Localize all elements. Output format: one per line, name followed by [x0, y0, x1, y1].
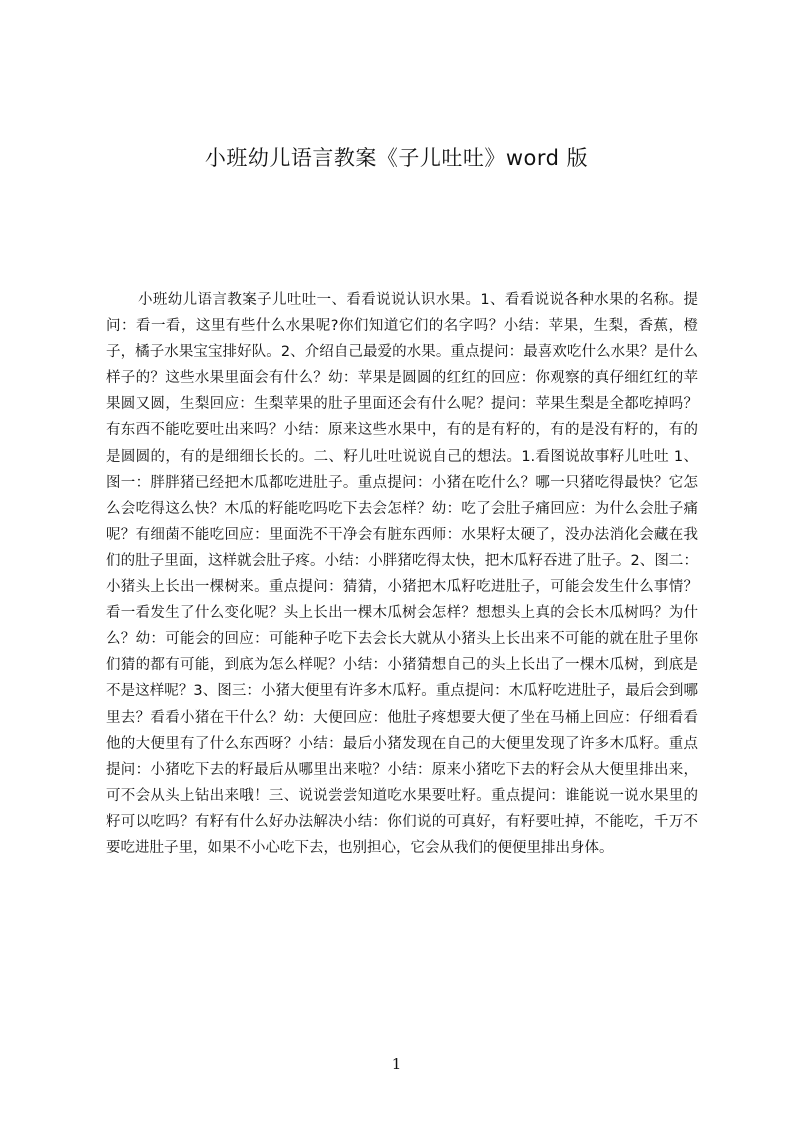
page-number: 1 — [391, 1055, 402, 1073]
document-title: 小班幼儿语言教案《子儿吐吐》word 版 — [204, 146, 589, 170]
document-body-paragraph: 小班幼儿语言教案子儿吐吐一、看看说说认识水果。1、看看说说各种水果的名称。提问：看一看，这里有些什么水果呢?你们知道它们的名字吗？小结：苹果，生梨，香蕉，橙子，橘子水果宝宝排好队。2、介绍自己最爱的水果。重点提问：最喜欢吃什么水果？是什么样子的？这些水果里面会有什么？幼：苹果是圆圆的红红的回应：你观察的真仔细红红的苹果圆又圆，生梨回应：生梨苹果的肚子里面还会有什么呢？提问：苹果生梨是全都吃掉吗？有东西不能吃要吐出来吗？小结：原来这些水果中，有的是有籽的，有的是没有籽的，有的是圆圆的，有的是细细长长的。二、籽儿吐吐说说自己的想法。1.看图说故事籽儿吐吐 1、图一：胖胖猪已经把木瓜都吃进肚子。重点提问：小猪在吃什么？哪一只猪吃得最快？它怎么会吃得这么快？木瓜的籽能吃吗吃下去会怎样？幼：吃了会肚子痛回应：为什么会肚子痛呢？有细菌不能吃回应：里面洗不干净会有脏东西师：水果籽太硬了，没办法消化会藏在我们的肚子里面，这样就会肚子疼。小结：小胖猪吃得太快，把木瓜籽吞进了肚子。2、图二：小猪头上长出一棵树来。重点提问：猜猜，小猪把木瓜籽吃进肚子，可能会发生什么事情？看一看发生了什么变化呢？头上长出一棵木瓜树会怎样？想想头上真的会长木瓜树吗？为什么？幼：可能会的回应：可能种子吃下去会长大就从小猪头上长出来不可能的就在肚子里你们猜的都有可能，到底为怎么样呢？小结：小猪猜想自己的头上长出了一棵木瓜树，到底是不是这样呢？3、图三：小猪大便里有许多木瓜籽。重点提问：木瓜籽吃进肚子，最后会到哪里去？看看小猪在干什么？幼：大便回应：他肚子疼想要大便了坐在马桶上回应：仔细看看他的大便里有了什么东西呀？小结：最后小猪发现在自己的大便里发现了许多木瓜籽。重点提问：小猪吃下去的籽最后从哪里出来啦？小结：原来小猪吃下去的籽会从大便里排出来，可不会从头上钻出来哦！三、说说尝尝知道吃水果要吐籽。重点提问：谁能说一说水果里的籽可以吃吗？有籽有什么好办法解决小结：你们说的可真好，有籽要吐掉，不能吃，千万不要吃进肚子里，如果不小心吃下去，也别担心，它会从我们的便便里排出身体。 — [106, 292, 698, 856]
